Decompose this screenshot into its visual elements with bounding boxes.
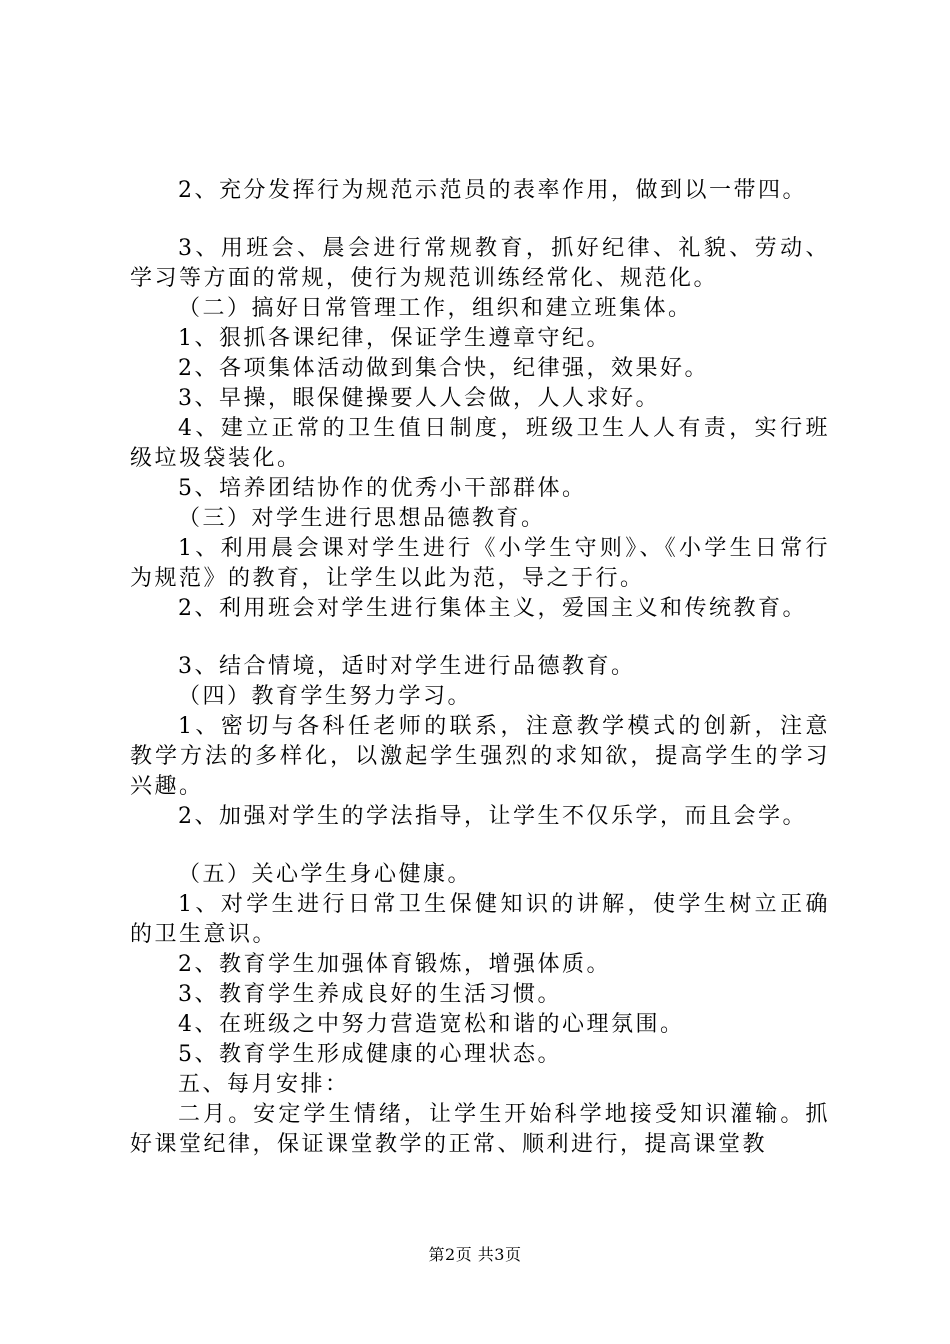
paragraph: 5、培养团结协作的优秀小干部群体。 (178, 476, 587, 501)
paragraph: 二月。安定学生情绪，让学生开始科学地接受知识灌输。抓好课堂纪律，保证课堂教学的正常、顺利进行，提高课堂教 (130, 1102, 830, 1157)
section-heading: （二）搞好日常管理工作，组织和建立班集体。 (178, 296, 693, 321)
paragraph: 2、教育学生加强体育锻炼，增强体质。 (178, 952, 611, 977)
paragraph: 2、充分发挥行为规范示范员的表率作用，做到以一带四。 (178, 178, 807, 203)
section-heading: （五）关心学生身心健康。 (178, 862, 473, 887)
paragraph: 3、用班会、晨会进行常规教育，抓好纪律、礼貌、劳动、学习等方面的常规，使行为规范训练经常化、规范化。 (130, 236, 830, 291)
section-heading: （三）对学生进行思想品德教育。 (178, 506, 546, 531)
paragraph: 2、各项集体活动做到集合快，纪律强，效果好。 (178, 356, 709, 381)
paragraph: 3、结合情境，适时对学生进行品德教育。 (178, 654, 636, 679)
paragraph: 4、建立正常的卫生值日制度，班级卫生人人有责，实行班级垃圾袋装化。 (130, 416, 830, 471)
paragraph: 1、对学生进行日常卫生保健知识的讲解，使学生树立正确的卫生意识。 (130, 892, 830, 947)
paragraph: 2、加强对学生的学法指导，让学生不仅乐学，而且会学。 (178, 804, 807, 829)
paragraph: 1、利用晨会课对学生进行《小学生守则》、《小学生日常行为规范》的教育，让学生以此为范，导之于行。 (130, 536, 830, 591)
paragraph: 2、利用班会对学生进行集体主义，爱国主义和传统教育。 (178, 596, 807, 621)
section-heading: 五、每月安排： (178, 1072, 350, 1097)
paragraph: 4、在班级之中努力营造宽松和谐的心理氛围。 (178, 1012, 685, 1037)
paragraph: 1、狠抓各课纪律，保证学生遵章守纪。 (178, 326, 611, 351)
paragraph: 3、教育学生养成良好的生活习惯。 (178, 982, 562, 1007)
section-heading: （四）教育学生努力学习。 (178, 684, 473, 709)
paragraph: 5、教育学生形成健康的心理状态。 (178, 1042, 562, 1067)
paragraph: 1、密切与各科任老师的联系，注意教学模式的创新，注意教学方法的多样化，以激起学生强烈的求知欲，提高学生的学习兴趣。 (130, 714, 830, 799)
page-number-footer: 第2页 共3页 (428, 1245, 522, 1264)
paragraph: 3、早操，眼保健操要人人会做，人人求好。 (178, 386, 660, 411)
document-body (130, 176, 830, 1160)
